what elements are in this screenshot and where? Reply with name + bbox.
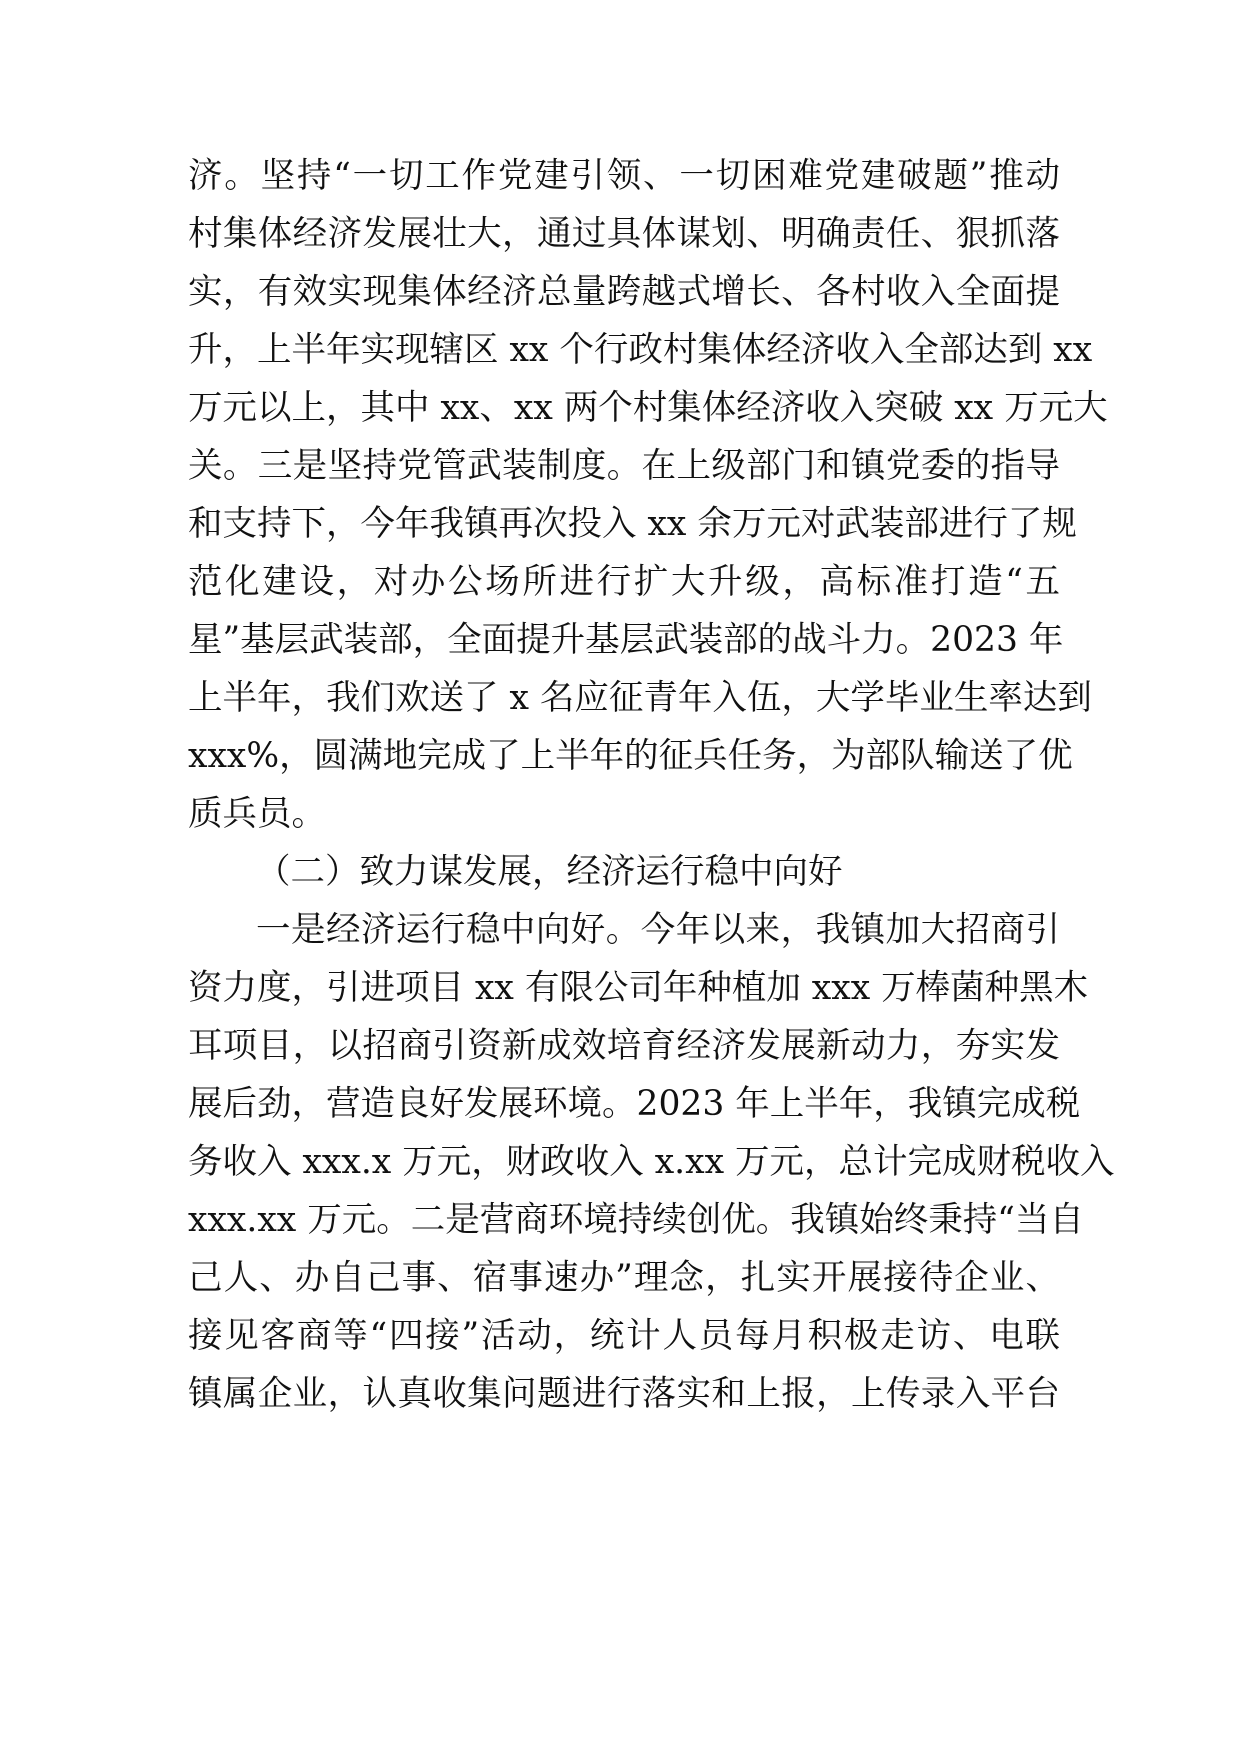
text-line: 镇属企业，认真收集问题进行落实和上报，上传录入平台 (188, 1374, 1060, 1414)
text-line: 展后劲，营造良好发展环境。2023 年上半年，我镇完成税 (188, 1084, 1081, 1124)
text-line: 一是经济运行稳中向好。今年以来，我镇加大招商引 (256, 910, 1060, 950)
text-line: 务收入 xxx.x 万元，财政收入 x.xx 万元，总计完成财税收入 (188, 1142, 1115, 1182)
text-line: 万元以上，其中 xx、xx 两个村集体经济收入突破 xx 万元大 (188, 388, 1108, 428)
text-line: 耳项目，以招商引资新成效培育经济发展新动力，夯实发 (188, 1026, 1060, 1066)
text-line: 实，有效实现集体经济总量跨越式增长、各村收入全面提 (188, 272, 1060, 312)
text-line: 升，上半年实现辖区 xx 个行政村集体经济收入全部达到 xx (188, 330, 1093, 370)
text-line: 济。坚持“一切工作党建引领、一切困难党建破题”推动 (188, 156, 1060, 196)
section-heading: （二）致力谋发展，经济运行稳中向好 (256, 852, 843, 892)
text-line: 范化建设，对办公场所进行扩大升级，高标准打造“五 (188, 562, 1060, 602)
text-line: 质兵员。 (188, 794, 326, 834)
text-line: xxx.xx 万元。二是营商环境持续创优。我镇始终秉持“当自 (188, 1200, 1084, 1240)
text-line: 接见客商等“四接”活动，统计人员每月积极走访、电联 (188, 1316, 1060, 1356)
text-line: 和支持下，今年我镇再次投入 xx 余万元对武装部进行了规 (188, 504, 1077, 544)
text-line: 星”基层武装部，全面提升基层武装部的战斗力。2023 年 (188, 620, 1064, 660)
text-line: 资力度，引进项目 xx 有限公司年种植加 xxx 万棒菌种黑木 (188, 968, 1089, 1008)
text-line: 村集体经济发展壮大，通过具体谋划、明确责任、狠抓落 (188, 214, 1060, 254)
text-line: 己人、办自己事、宿事速办”理念，扎实开展接待企业、 (188, 1258, 1060, 1298)
text-line: xxx%，圆满地完成了上半年的征兵任务，为部队输送了优 (188, 736, 1073, 776)
text-line: 关。三是坚持党管武装制度。在上级部门和镇党委的指导 (188, 446, 1060, 486)
text-line: 上半年，我们欢送了 x 名应征青年入伍，大学毕业生率达到 (188, 678, 1092, 718)
